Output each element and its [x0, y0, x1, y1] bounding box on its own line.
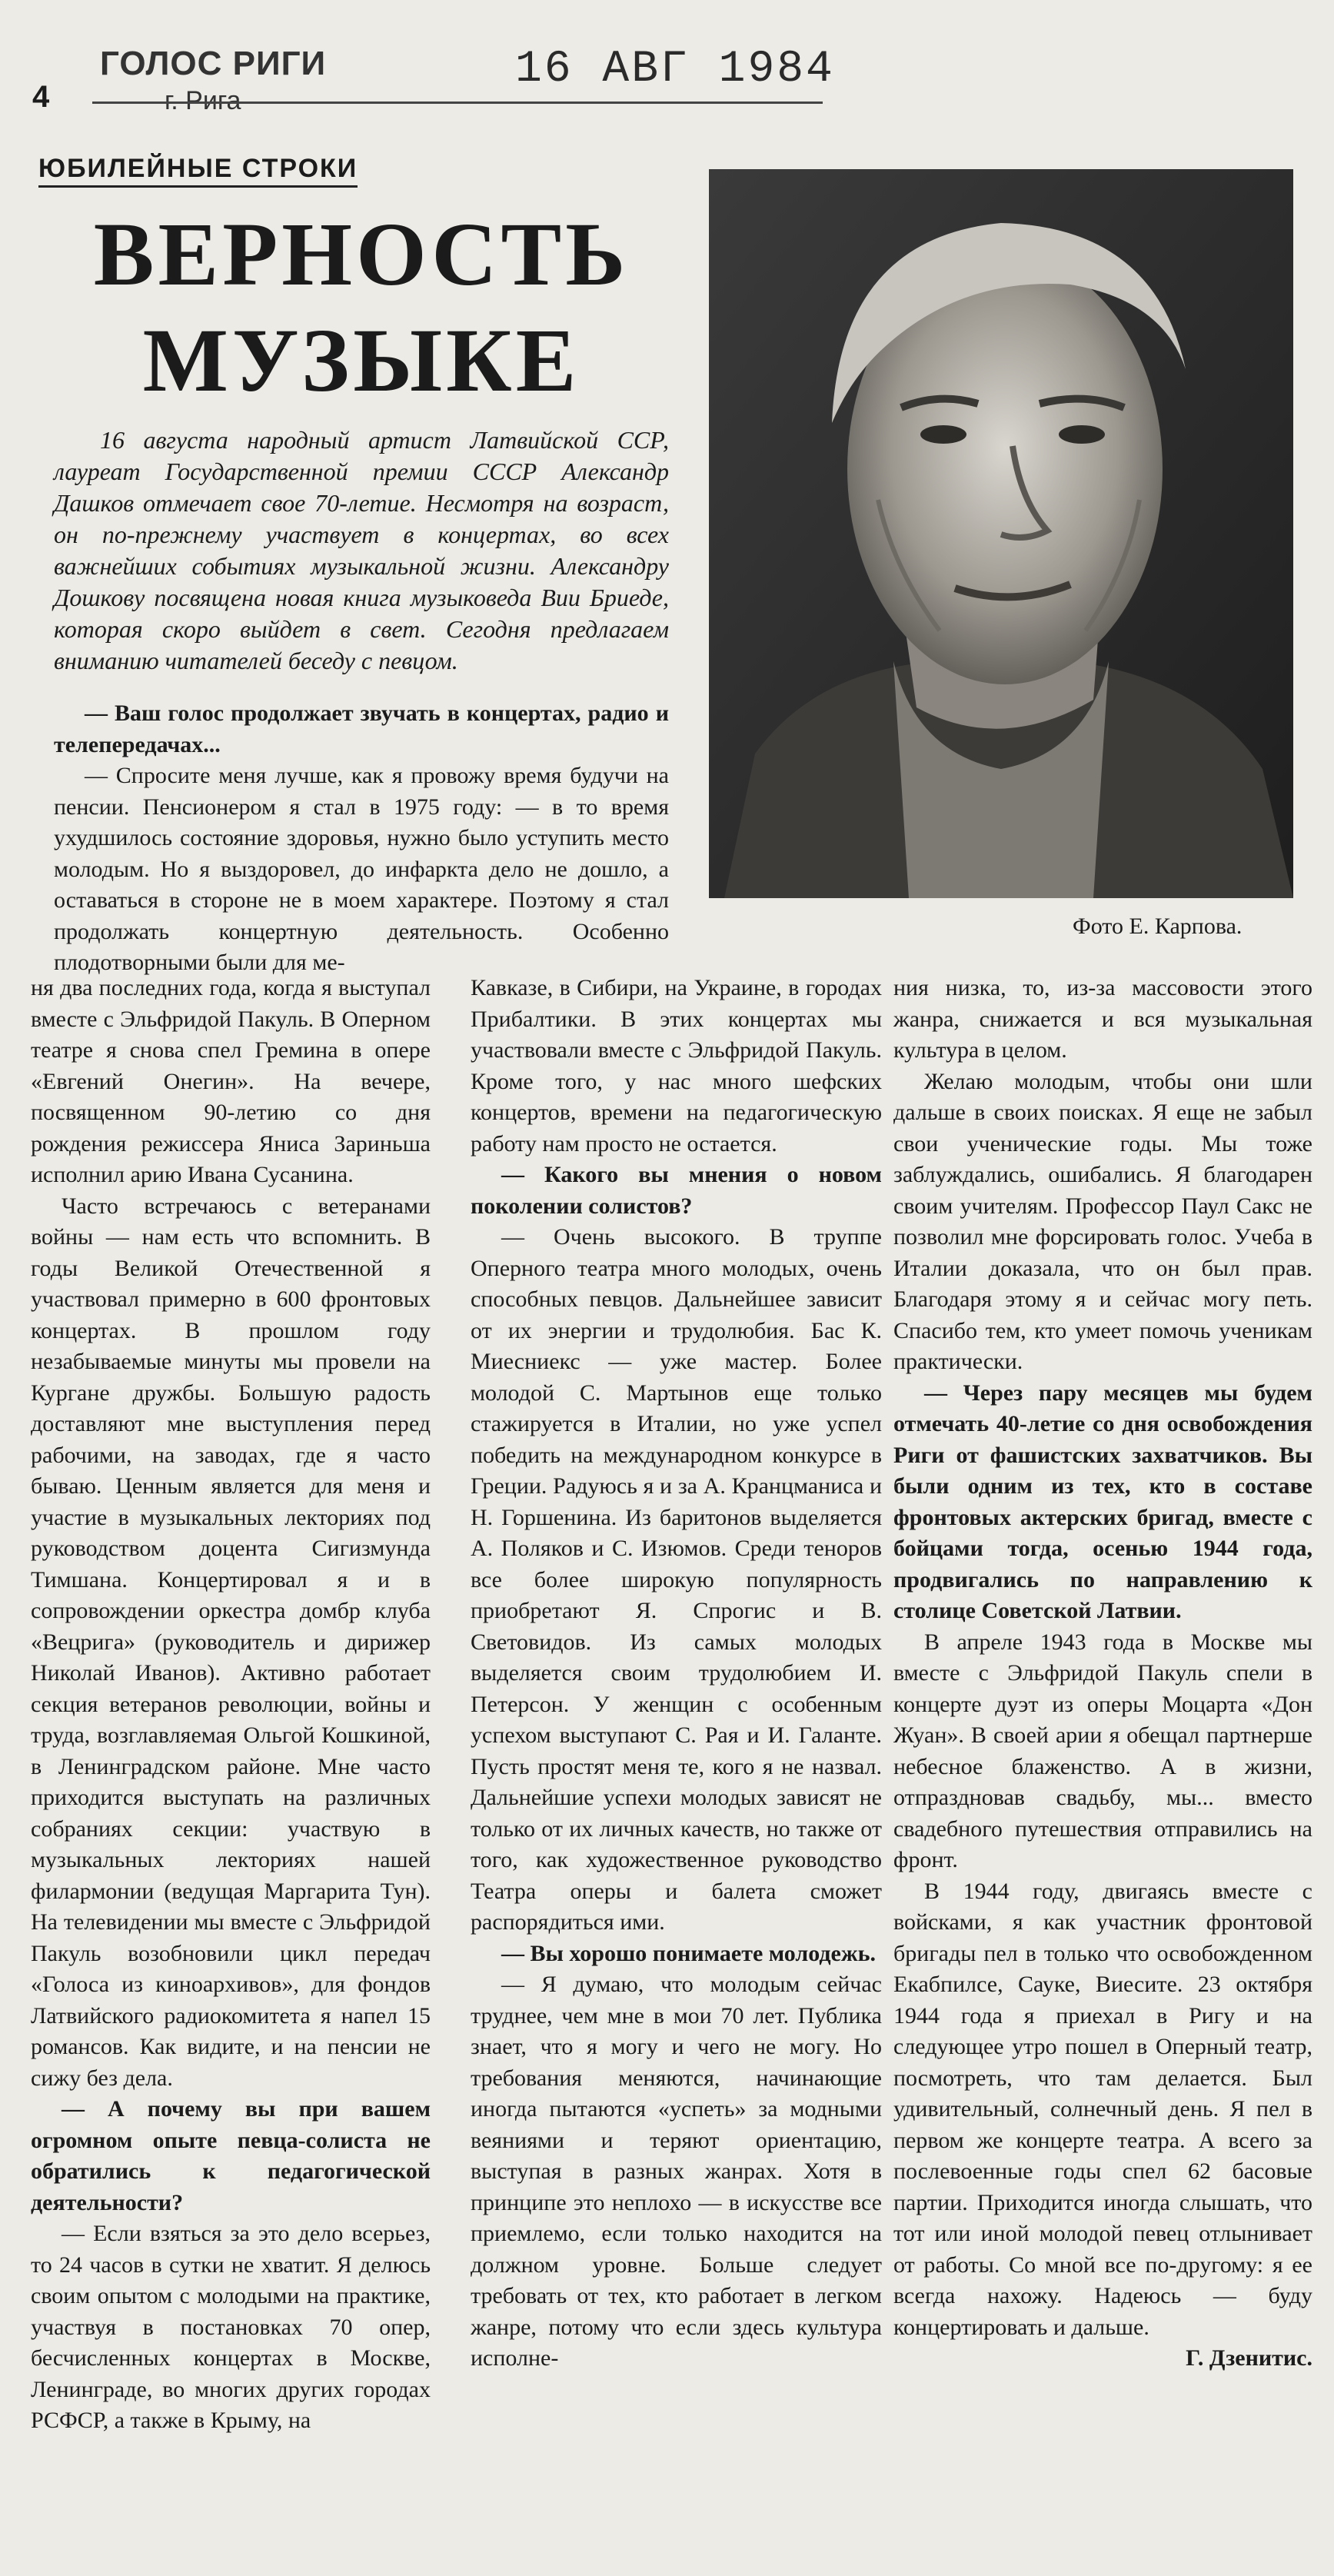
paragraph: ния низка, то, из-за массовости этого жанра, снижается и вся музыкальная культура в целом. — [893, 975, 1312, 1063]
paragraph: В апреле 1943 года в Москве мы вместе с Эльфридой Пакуль спели в концерте дуэт из оперы Моцарта «Дон Жуан». В своей арии я обещал партнерше небесное блаженство. А в жизни, отпраздновав свадьбу, мы... вместо свадебного путешествия отправились на фронт. — [893, 1629, 1312, 1872]
paragraph: ня два последних года, когда я выступал вместе с Эльфридой Пакуль. В Оперном театре я снова спел Гремина в опере «Евгений Онегин». На вечере, посвященном 90-летию со дня рождения режиссера Яниса Зариньша исполнил арию Ивана Сусанина. — [31, 975, 431, 1187]
article-lead: 16 августа народный артист Латвийской ССР, лауреат Государственной премии СССР Александр Дашков отмечает свое 70-летие. Несмотря на возраст, он по-прежнему участвует в концертах, во всех важнейших событиях музыкальной жизни. Александру Дошкову посвящена новая книга музыковеда Вии Бриеде, которая скоро выйдет в свет. Сегодня предлагаем вниманию читателей беседу с певцом. — [54, 426, 669, 674]
answer-1: — Спросите меня лучше, как я провожу время будучи на пенсии. Пенсионером я стал в 1975 году: — в то время ухудшилось состояние здоровья, нужно было уступить место молодым. Но я выздоровел, до инфаркта дело не дошло, а оставаться в стороне не в моем характере. Поэтому я стал продолжать концертную деятельность. Особенно плодотворными были для ме- — [54, 763, 669, 975]
paragraph: — Я думаю, что молодым сейчас труднее, чем мне в мои 70 лет. Публика знает, что я могу и чего не могу. Но требования меняются, начинающие иногда пытаются «успеть» за модными веяниями и теряют ориентацию, выступая в разных жанрах. Хотя в принципе это неплохо — в искусстве все приемлемо, если только находится на должном уровне. Больше следует требовать от тех, кто работает в легком жанре, потому что если здесь культура исполне- — [471, 1972, 882, 2371]
column-3 — [893, 973, 1312, 2375]
date-stamp: 16 АВГ 1984 — [515, 45, 835, 95]
page-number: 4 — [32, 80, 50, 114]
paragraph: В 1944 году, двигаясь вместе с войсками, я как участник фронтовой бригады пел в только что освобожденном Екабпилсе, Сауке, Виесите. 23 октября 1944 года я приехал в Ригу и на следующее утро пошел в Оперный театр, посмотреть, что там делается. Был удивительный, солнечный день. Я пел в первом же концерте театра. А всего за послевоенные годы спел 62 басовые партии. Приходится иногда слышать, что тот или иной молодой певец отлынивает от работы. Со мной все по-другому: я ее всегда нахожу. Надеюсь — буду концертировать и дальше. — [893, 1878, 1312, 2340]
photo-caption: Фото Е. Карпова. — [1073, 914, 1243, 939]
stamp-divider — [92, 102, 823, 104]
question-3: — Какого вы мнения о новом поколении солистов? — [471, 1162, 882, 1219]
question-2: — А почему вы при вашем огромном опыте певца-солиста не обратились к педагогической деятельности? — [31, 2096, 431, 2215]
question-1: — Ваш голос продолжает звучать в концертах, радио и телепередачах... — [54, 701, 669, 757]
headline: ВЕРНОСТЬ МУЗЫКЕ — [93, 204, 630, 411]
paragraph: — Очень высокого. В труппе Оперного театра много молодых, очень способных певцов. Дальнейшее зависит от их энергии и трудолюбия. Бас К. Миесниекс — уже мастер. Более молодой С. Мартынов еще только стажируется в Италии, но уже успел победить на международном конкурсе в Греции. Радуюсь я и за А. Кранцманиса и Н. Горшенина. Из баритонов выделяется А. Поляков и С. Изюмов. Среди теноров все более широкую популярность приобретают Я. Спрогис и В. Световидов. Из самых молодых выделяется своим трудолюбием И. Петерсон. У женщин с особенным успехом выступают С. Рая и И. Галанте. Пусть простят меня те, кого я не назвал. Дальнейшие успехи молодых зависят не только от их личных качеств, но также от того, как художественное руководство Театра оперы и балета сможет распорядиться ими. — [471, 1224, 882, 1935]
rubric: ЮБИЛЕЙНЫЕ СТРОКИ — [38, 154, 358, 188]
column-1 — [31, 973, 431, 2437]
paragraph: Кавказе, в Сибири, на Украине, в городах Прибалтики. В этих концертах мы участвовали вместе с Эльфридой Пакуль. Кроме того, у нас много шефских концертов, времени на педагогическую работу нам просто не остается. — [471, 975, 882, 1157]
newspaper-name-stamp: ГОЛОС РИГИ — [100, 45, 327, 82]
city-stamp: г. Рига — [165, 86, 241, 115]
paragraph: — Если взяться за это дело всерьез, то 24 часов в сутки не хватит. Я делюсь своим опытом с молодыми на практике, участвуя в постановках 70 опер, бесчисленных концертах в Москве, Ленинграде, во многих других городах РСФСР, а также в Крыму, на — [31, 2221, 431, 2433]
question-5: — Через пару месяцев мы будем отмечать 40-летие со дня освобождения Риги от фашистских захватчиков. Вы были одним из тех, кто в составе фронтовых актерских бригад, вместе с бойцами тогда, осенью 1944 года, продвигались по направлению к столице Советской Латвии. — [893, 1380, 1312, 1623]
paragraph: Желаю молодым, чтобы они шли дальше в своих поисках. Я еще не забыл свои ученические годы. Мы тоже заблуждались, ошибались. Я благодарен своим учителям. Профессор Паул Сакс не позволил мне форсировать голос. Учеба в Италии доказала, что он был прав. Благодаря этому я и сейчас могу петь. Спасибо тем, кто умеет помочь ученикам практически. — [893, 1068, 1312, 1374]
author-signature: Г. Дзенитис. — [1186, 2345, 1312, 2371]
column-2 — [471, 973, 882, 2375]
column-1-top — [54, 698, 669, 979]
portrait-photo — [709, 169, 1293, 898]
question-4: — Вы хорошо понимаете молодежь. — [501, 1940, 876, 1966]
paragraph: Часто встречаюсь с ветеранами войны — нам есть что вспомнить. В годы Великой Отечественной я участвовал примерно в 600 фронтовых концертах. В прошлом году незабываемые минуты мы провели на Кургане дружбы. Большую радость доставляют мне выступления перед рабочими, на заводах, где я часто бываю. Ценным является для меня и участие в музыкальных лекториях под руководством доцента Сигизмунда Тимшана. Концертировал я и в сопровождении оркестра домбр клуба «Вецрига» (руководитель и дирижер Николай Иванов). Активно работает секция ветеранов революции, войны и труда, возглавляемая Ольгой Кошкиной, в Ленинградском районе. Мне часто приходится выступать на различных собраниях секции: участвую в музыкальных лекториях нашей филармонии (ведущая Маргарита Тун). На телевидении мы вместе с Эльфридой Пакуль возобновили цикл передач «Голоса из киноархивов», для фондов Латвийского радиокомитета я напел 15 романсов. Как видите, и на пенсии не сижу без дела. — [31, 1193, 431, 2091]
